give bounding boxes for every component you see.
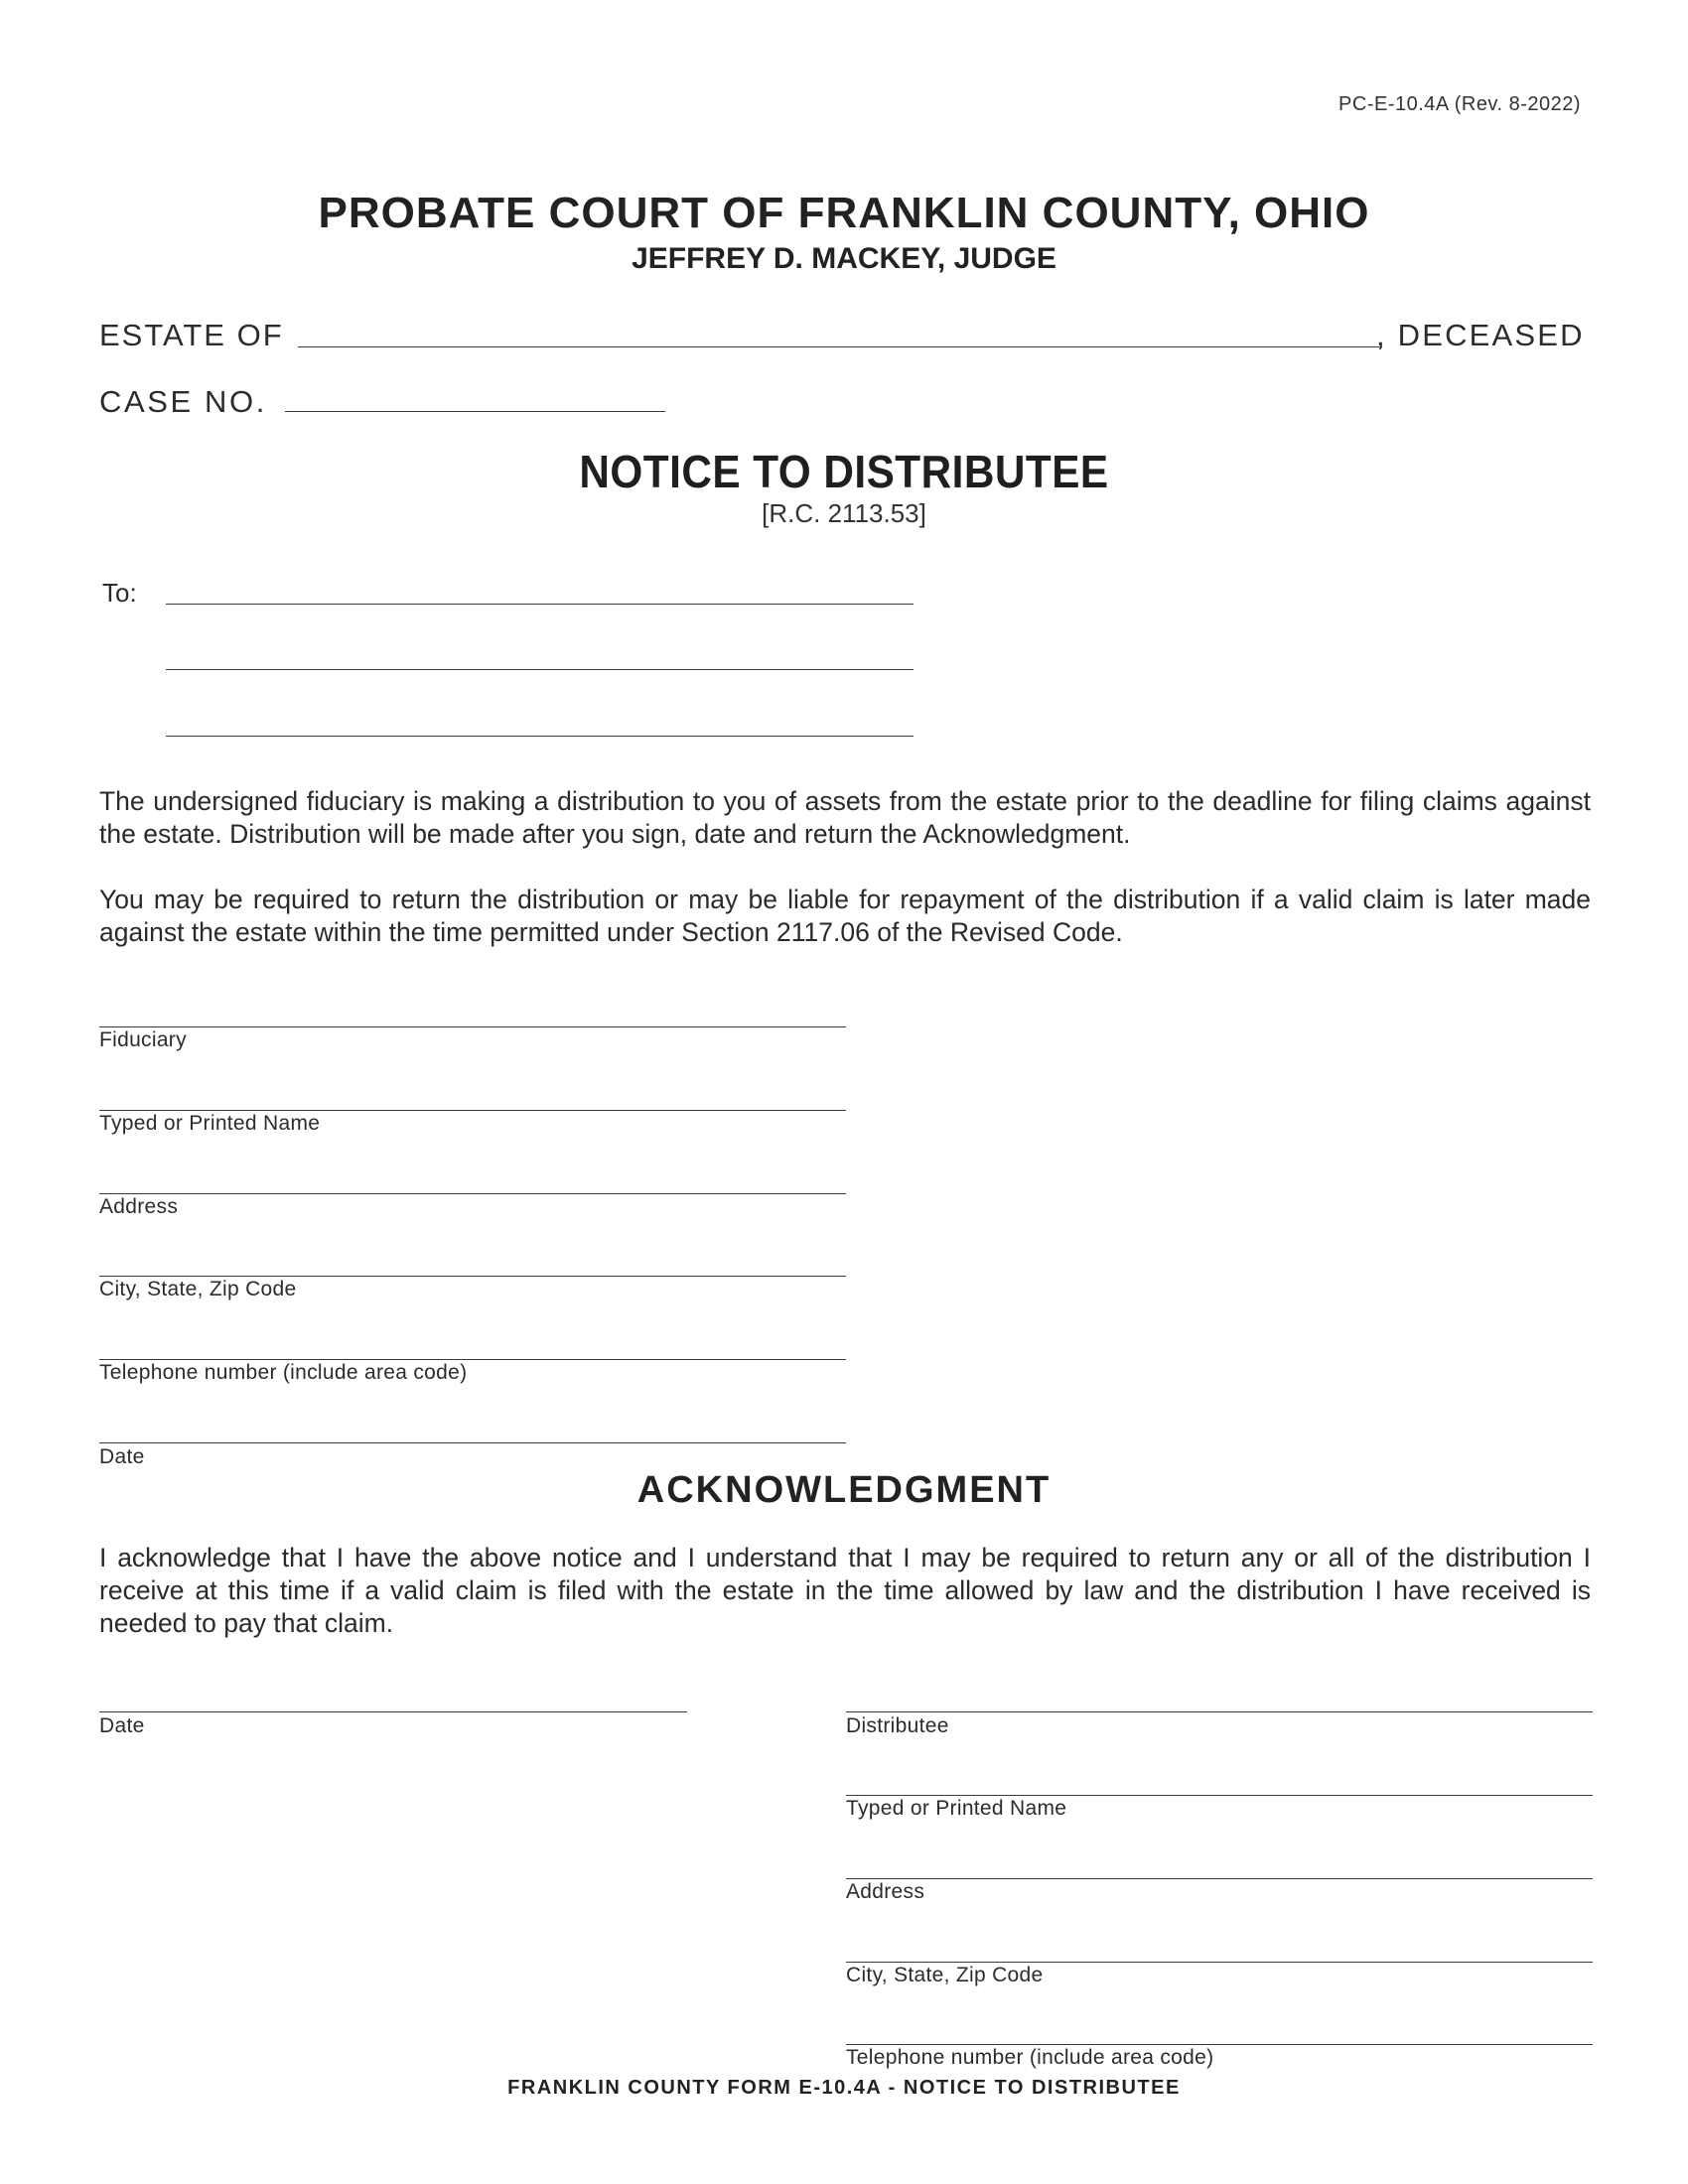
statute-reference: [R.C. 2113.53] <box>762 498 926 528</box>
to-label: To: <box>102 578 137 608</box>
distributee-signature-line[interactable] <box>846 1711 1593 1712</box>
fiduciary-address-line[interactable] <box>99 1193 846 1194</box>
fiduciary-signature-line[interactable] <box>99 1026 846 1027</box>
distributee-city-label: City, State, Zip Code <box>846 1964 1044 1986</box>
distributee-label: Distributee <box>846 1714 949 1737</box>
notice-paragraph-2: You may be required to return the distribution or may be liable for repayment of the distribution if a valid claim is later made against the estate within the time permitted under Section 2117.06 of the Revised Code. <box>99 885 1591 947</box>
court-title: PROBATE COURT OF FRANKLIN COUNTY, OHIO <box>318 189 1370 237</box>
notice-title: NOTICE TO DISTRIBUTEE <box>579 446 1109 497</box>
distributee-city-line[interactable] <box>846 1962 1593 1963</box>
ack-date-label: Date <box>99 1714 145 1737</box>
case-no-label: CASE NO. <box>99 384 267 419</box>
fiduciary-date-line[interactable] <box>99 1442 846 1443</box>
fiduciary-phone-label: Telephone number (include area code) <box>99 1361 468 1384</box>
notice-paragraph-1: The undersigned fiduciary is making a distribution to you of assets from the estate prior to the deadline for filing claims against the estate. Distribution will be made after you sign, date and return the Acknowledgment. <box>99 786 1591 849</box>
ack-date-line[interactable] <box>99 1711 687 1712</box>
recipient-line-3[interactable] <box>166 736 914 737</box>
estate-of-label: ESTATE OF <box>99 318 284 352</box>
distributee-phone-label: Telephone number (include area code) <box>846 2046 1214 2069</box>
distributee-address-label: Address <box>846 1880 925 1903</box>
case-no-field[interactable] <box>285 411 665 412</box>
fiduciary-name-label: Typed or Printed Name <box>99 1112 321 1135</box>
fiduciary-label: Fiduciary <box>99 1028 187 1051</box>
form-footer: FRANKLIN COUNTY FORM E-10.4A - NOTICE TO DISTRIBUTEE <box>507 2077 1181 2099</box>
distributee-phone-line[interactable] <box>846 2044 1593 2045</box>
distributee-name-line[interactable] <box>846 1795 1593 1796</box>
fiduciary-phone-line[interactable] <box>99 1359 846 1360</box>
acknowledgment-title: ACKNOWLEDGMENT <box>636 1469 1052 1511</box>
estate-name-field[interactable] <box>298 346 1382 347</box>
form-code: PC-E-10.4A (Rev. 8-2022) <box>1338 93 1581 115</box>
fiduciary-date-label: Date <box>99 1445 145 1468</box>
fiduciary-address-label: Address <box>99 1195 179 1218</box>
recipient-line-2[interactable] <box>166 669 914 670</box>
acknowledgment-paragraph: I acknowledge that I have the above notice and I understand that I may be required to return any or all of the distribution I receive at this time if a valid claim is filed with the estate in the time allowed by law and the distribution I have received is needed to pay that claim. <box>99 1543 1591 1638</box>
fiduciary-name-line[interactable] <box>99 1110 846 1111</box>
recipient-line-1[interactable] <box>166 604 914 605</box>
fiduciary-city-label: City, State, Zip Code <box>99 1278 297 1300</box>
fiduciary-city-line[interactable] <box>99 1276 846 1277</box>
distributee-name-label: Typed or Printed Name <box>846 1797 1067 1820</box>
judge-name: JEFFREY D. MACKEY, JUDGE <box>632 242 1056 275</box>
deceased-label: , DECEASED <box>1376 318 1585 352</box>
distributee-address-line[interactable] <box>846 1878 1593 1879</box>
